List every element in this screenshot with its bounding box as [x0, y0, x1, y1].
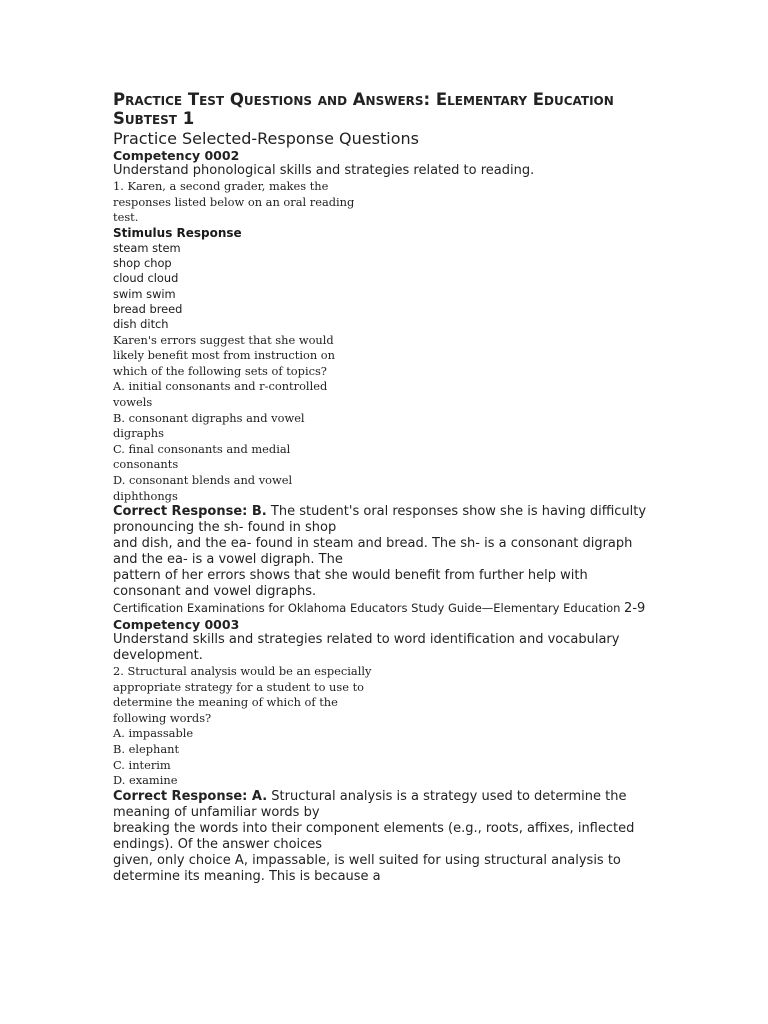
footer-text: Certification Examinations for Oklahoma Educators Study Guide—Elementary Education	[113, 601, 621, 616]
question-1-line: 1. Karen, a second grader, makes the	[113, 179, 329, 193]
stimulus-response-pair: steam stem	[113, 240, 181, 255]
question-2-line: appropriate strategy for a student to use to	[113, 679, 365, 694]
answer-2-label: Correct Response: A.	[113, 788, 268, 804]
option-a: A. initial consonants and r-controlled	[113, 379, 328, 394]
stimulus-response-pair: shop chop	[113, 256, 172, 271]
question-1-line: test.	[113, 210, 139, 225]
competency-heading-2: Competency 0003	[113, 617, 240, 633]
description-line: Understand skills and strategies related to word identification and vocabulary	[113, 632, 620, 648]
competency-description-2	[113, 632, 658, 664]
description-line: development.	[113, 648, 203, 664]
option-b: B. consonant digraphs and vowel	[113, 410, 305, 425]
question-1-line: responses listed below on an oral reading	[113, 194, 355, 209]
answer-1-text: pattern of her errors shows that she would benefit from further help with	[113, 568, 588, 584]
option-b-cont: digraphs	[113, 426, 164, 441]
stimulus-response-header: Stimulus Response	[113, 225, 242, 240]
stimulus-response-pair: bread breed	[113, 301, 183, 316]
question-2-line: determine the meaning of which of the	[113, 695, 338, 710]
answer-1-label: Correct Response: B.	[113, 504, 267, 520]
question-1	[113, 179, 658, 226]
question-1-prompt	[113, 333, 658, 380]
section-subtitle: Practice Selected-Response Questions	[113, 129, 419, 148]
title-line-2: Subtest 1	[113, 109, 195, 128]
option-b: B. elephant	[113, 742, 180, 757]
option-c-cont: consonants	[113, 457, 179, 472]
page-footer	[113, 600, 658, 617]
question-2-line: 2. Structural analysis would be an especially	[113, 664, 372, 679]
competency-heading-1: Competency 0002	[113, 148, 240, 163]
prompt-line: which of the following sets of topics?	[113, 363, 327, 378]
answer-2-text: determine its meaning. This is because a	[113, 868, 381, 884]
answer-1-text: and the ea- is a vowel digraph. The	[113, 552, 343, 568]
answer-1-text: consonant and vowel digraphs.	[113, 584, 317, 600]
answer-2-text: breaking the words into their component elements (e.g., roots, affixes, inflected	[113, 820, 635, 836]
answer-1-text: and dish, and the ea- found in steam and bread. The sh- is a consonant digraph	[113, 536, 633, 552]
stimulus-response-pair: dish ditch	[113, 317, 169, 332]
answer-1	[113, 504, 658, 600]
option-a: A. impassable	[113, 726, 194, 741]
option-a-cont: vowels	[113, 394, 153, 409]
option-d: D. consonant blends and vowel	[113, 472, 293, 487]
title-line-1: Practice Test Questions and Answers: Elementary Education	[113, 90, 614, 109]
answer-2-text: given, only choice A, impassable, is well suited for using structural analysis to	[113, 852, 621, 868]
answer-2-text: meaning of unfamiliar words by	[113, 804, 320, 820]
stimulus-response-pair: cloud cloud	[113, 271, 179, 286]
page-number: 2-9	[624, 601, 646, 617]
question-2	[113, 664, 658, 726]
stimulus-response-list	[113, 241, 658, 333]
answer-2-text: Structural analysis is a strategy used to determine the	[267, 788, 627, 804]
prompt-line: likely benefit most from instruction on	[113, 348, 335, 363]
question-2-options	[113, 726, 658, 788]
prompt-line: Karen's errors suggest that she would	[113, 332, 334, 347]
page-title	[113, 90, 658, 128]
option-c: C. interim	[113, 757, 171, 772]
question-2-line: following words?	[113, 710, 212, 725]
answer-1-text: The student's oral responses show she is having difficulty	[266, 504, 647, 520]
option-c: C. final consonants and medial	[113, 441, 291, 456]
stimulus-response-pair: swim swim	[113, 286, 176, 301]
competency-description-1: Understand phonological skills and strategies related to reading.	[113, 163, 535, 178]
question-1-options	[113, 379, 658, 504]
option-d: D. examine	[113, 773, 178, 788]
answer-2	[113, 789, 658, 885]
answer-2-text: endings). Of the answer choices	[113, 836, 323, 852]
document-page	[113, 90, 658, 885]
answer-1-text: pronouncing the sh- found in shop	[113, 520, 337, 536]
option-d-cont: diphthongs	[113, 488, 178, 503]
